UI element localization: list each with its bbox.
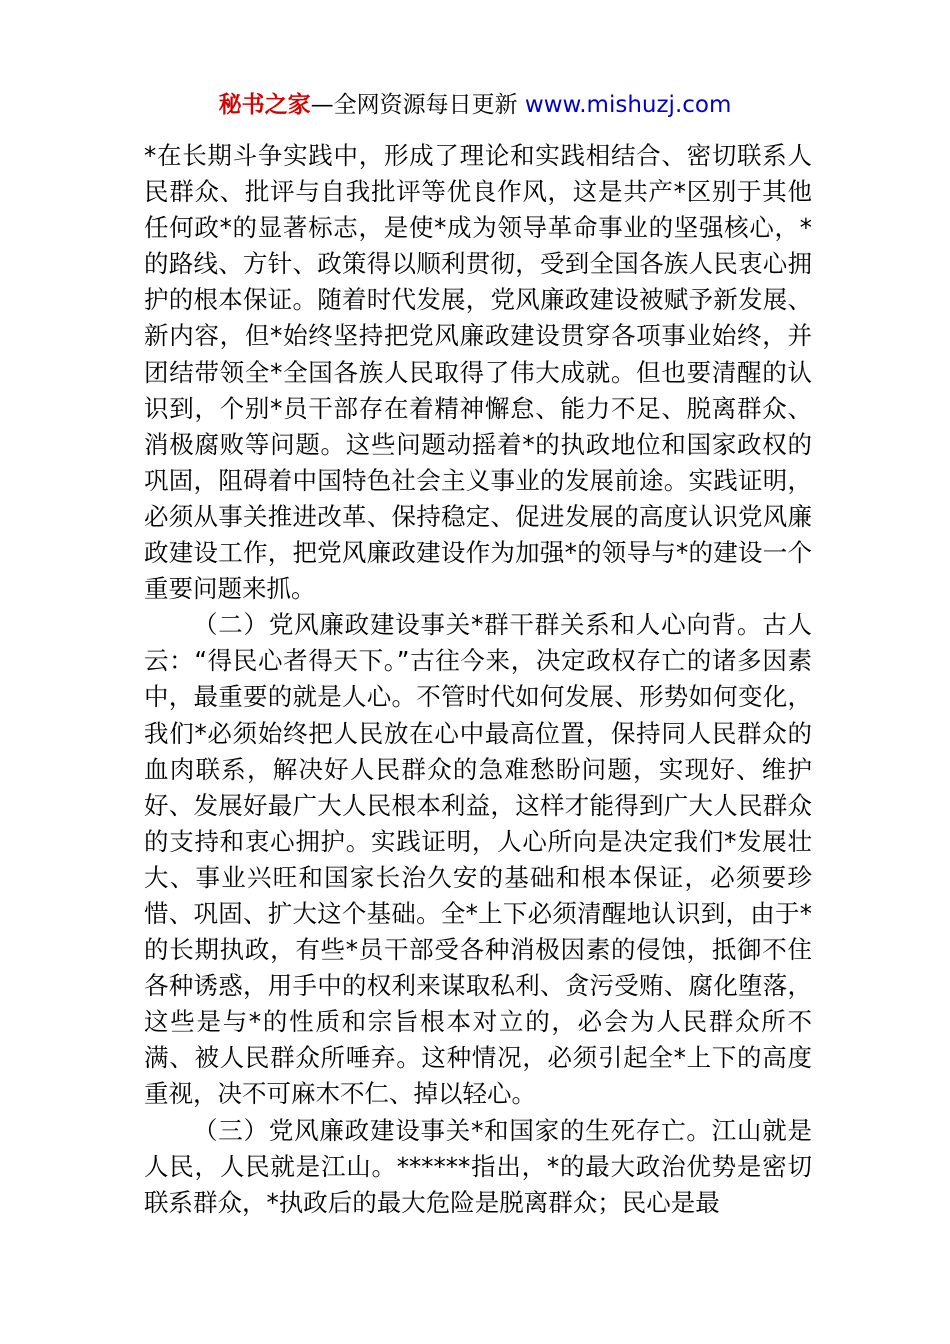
paragraph-2: （二）党风廉政建设事关*群干群关系和人心向背。古人云：“得民心者得天下。”古往今来，决定政权存亡的诸多因素中，最重要的就是人心。不管时代如何发展、形势如何变化，我们*必须始终把人民放在心中最高位置，保持同人民群众的血肉联系，解决好人民群众的急难愁盼问题，实现好、维护好、发展好最广大人民根本利益，这样才能得到广大人民群众的支持和衷心拥护。实践证明，人心所向是决定我们*发展壮大、事业兴旺和国家长治久安的基础和根本保证，必须要珍惜、巩固、扩大这个基础。全*上下必须清醒地认识到，由于*的长期执政，有些*员干部受各种消极因素的侵蚀，抵御不住各种诱惑，用手中的权利来谋取私利、贪污受贿、腐化堕落，这些是与*的性质和宗旨根本对立的，必会为人民群众所不满、被人民群众所唾弃。这种情况，必须引起全*上下的高度重视，决不可麻木不仁、掉以轻心。 (144, 610, 812, 1109)
site-link[interactable]: www.mishuzj.com (524, 92, 732, 118)
brand-name: 秘书之家 (218, 92, 311, 118)
paragraph-1: *在长期斗争实践中，形成了理论和实践相结合、密切联系人民群众、批评与自我批评等优良作风，这是共产*区别于其他任何政*的显著标志，是使*成为领导革命事业的坚强核心，*的路线、方针、政策得以顺利贯彻，受到全国各族人民衷心拥护的根本保证。随着时代发展，党风廉政建设被赋予新发展、新内容，但*始终坚持把党风廉政建设贯穿各项事业始终，并团结带领全*全国各族人民取得了伟大成就。但也要清醒的认识到，个别*员干部存在着精神懈怠、能力不足、脱离群众、消极腐败等问题。这些问题动摇着*的执政地位和国家政权的巩固，阻碍着中国特色社会主义事业的发展前途。实践证明，必须从事关推进改革、保持稳定、促进发展的高度认识党风廉政建设工作，把党风廉政建设作为加强*的领导与*的建设一个重要问题来抓。 (144, 141, 812, 604)
page-header (0, 88, 950, 122)
header-tagline: —全网资源每日更新 (310, 92, 525, 118)
paragraph-3: （三）党风廉政建设事关*和国家的生死存亡。江山就是人民，人民就是江山。******指出，*的最大政治优势是密切联系群众，*执政后的最大危险是脱离群众；民心是最 (144, 1115, 812, 1217)
document-body (144, 138, 812, 1221)
